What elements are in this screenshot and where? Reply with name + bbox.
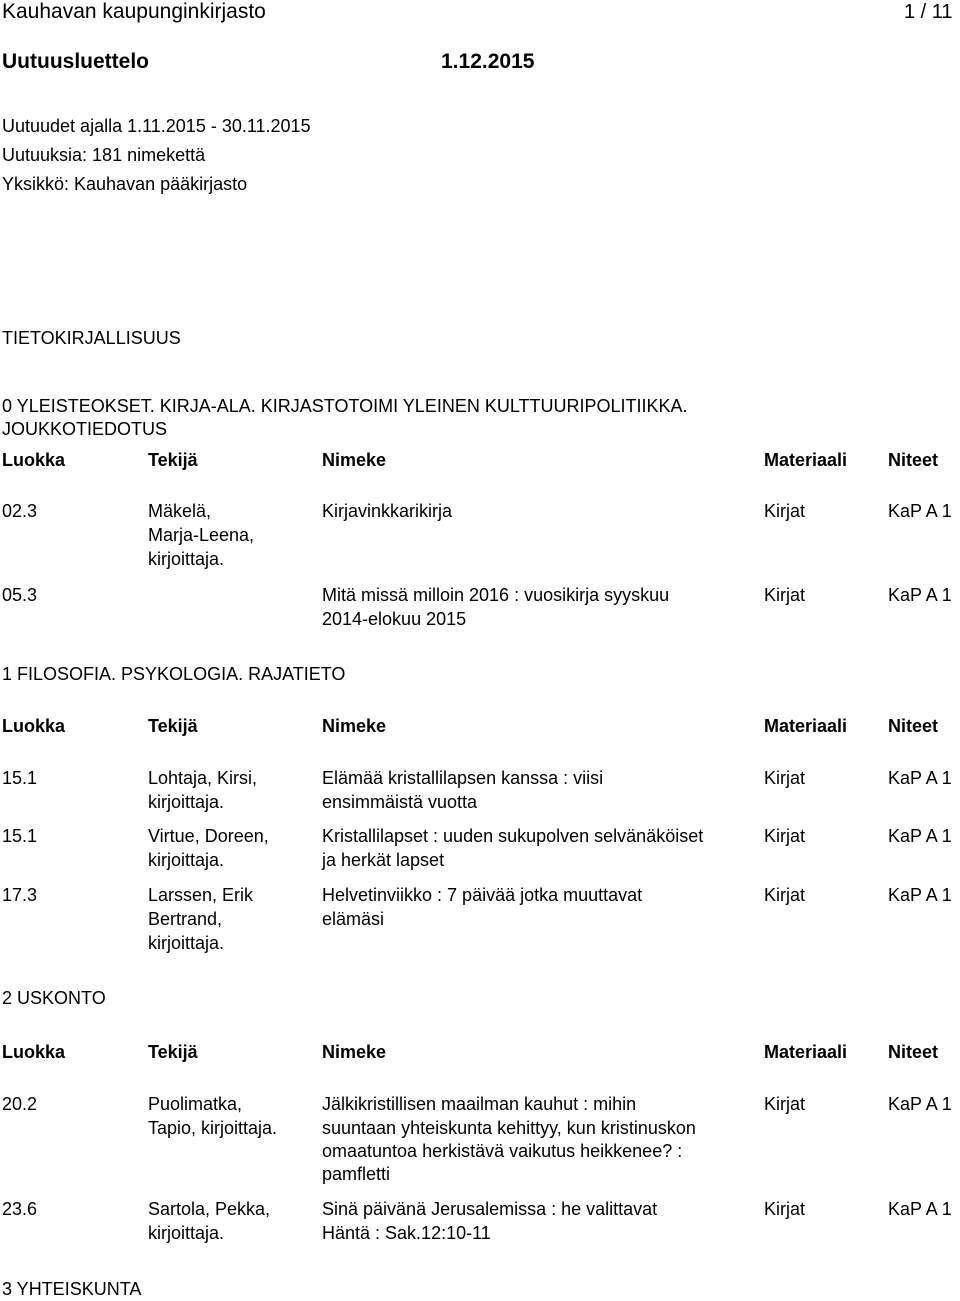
row-niteet: KaP A 1 xyxy=(888,768,952,788)
category-heading: TIETOKIRJALLISUUS xyxy=(2,328,181,348)
col-header-luokka: Luokka xyxy=(2,716,66,736)
row-tekija: kirjoittaja. xyxy=(148,850,225,870)
col-header-luokka: Luokka xyxy=(2,450,66,470)
row-tekija: Tapio, kirjoittaja. xyxy=(148,1118,278,1138)
row-nimeke: Elämää kristallilapsen kanssa : viisi xyxy=(322,768,604,788)
col-header-materiaali: Materiaali xyxy=(764,450,848,470)
row-niteet: KaP A 1 xyxy=(888,826,952,846)
section-title: 0 YLEISTEOKSET. KIRJA-ALA. KIRJASTOTOIMI YLEINEN KULTTUURIPOLITIIKKA. xyxy=(2,396,688,416)
col-header-tekija: Tekijä xyxy=(148,450,198,470)
row-materiaali: Kirjat xyxy=(764,768,806,788)
unit: Yksikkö: Kauhavan pääkirjasto xyxy=(2,174,248,194)
row-tekija: kirjoittaja. xyxy=(148,933,225,953)
col-header-tekija: Tekijä xyxy=(148,1042,198,1062)
row-materiaali: Kirjat xyxy=(764,585,806,605)
row-nimeke: elämäsi xyxy=(322,909,385,929)
row-nimeke: pamfletti xyxy=(322,1164,391,1184)
row-tekija: kirjoittaja. xyxy=(148,549,225,569)
list-date: 1.12.2015 xyxy=(441,50,535,73)
row-nimeke: Helvetinviikko : 7 päivää jotka muuttavat xyxy=(322,885,643,905)
row-niteet: KaP A 1 xyxy=(888,1199,952,1219)
col-header-nimeke: Nimeke xyxy=(322,450,387,470)
col-header-materiaali: Materiaali xyxy=(764,716,848,736)
row-niteet: KaP A 1 xyxy=(888,501,952,521)
row-nimeke: omaatuntoa herkistävä vaikutus heikkenee? : xyxy=(322,1141,683,1161)
row-nimeke: ja herkät lapset xyxy=(322,850,445,870)
row-materiaali: Kirjat xyxy=(764,501,806,521)
col-header-materiaali: Materiaali xyxy=(764,1042,848,1062)
row-niteet: KaP A 1 xyxy=(888,1094,952,1114)
row-tekija: Marja-Leena, xyxy=(148,525,255,545)
row-luokka: 15.1 xyxy=(2,826,38,846)
row-tekija: Sartola, Pekka, xyxy=(148,1199,271,1219)
date-range: Uutuudet ajalla 1.11.2015 - 30.11.2015 xyxy=(2,116,311,136)
col-header-luokka: Luokka xyxy=(2,1042,66,1062)
row-materiaali: Kirjat xyxy=(764,885,806,905)
row-nimeke: ensimmäistä vuotta xyxy=(322,792,478,812)
col-header-niteet: Niteet xyxy=(888,716,939,736)
row-nimeke: Jälkikristillisen maailman kauhut : mihin xyxy=(322,1094,637,1114)
row-tekija: kirjoittaja. xyxy=(148,1223,225,1243)
row-tekija: Larssen, Erik xyxy=(148,885,254,905)
row-luokka: 17.3 xyxy=(2,885,38,905)
row-luokka: 05.3 xyxy=(2,585,38,605)
row-materiaali: Kirjat xyxy=(764,1199,806,1219)
row-nimeke: Mitä missä milloin 2016 : vuosikirja syyskuu xyxy=(322,585,670,605)
row-nimeke: Häntä : Sak.12:10-11 xyxy=(322,1223,491,1243)
row-luokka: 23.6 xyxy=(2,1199,38,1219)
col-header-tekija: Tekijä xyxy=(148,716,198,736)
row-tekija: Bertrand, xyxy=(148,909,223,929)
row-tekija: Virtue, Doreen, xyxy=(148,826,269,846)
section-title: JOUKKOTIEDOTUS xyxy=(2,419,168,439)
row-luokka: 20.2 xyxy=(2,1094,38,1114)
col-header-niteet: Niteet xyxy=(888,1042,939,1062)
row-tekija: Lohtaja, Kirsi, xyxy=(148,768,258,788)
section-title: 3 YHTEISKUNTA xyxy=(2,1279,142,1299)
row-luokka: 02.3 xyxy=(2,501,38,521)
row-luokka: 15.1 xyxy=(2,768,38,788)
section-title: 2 USKONTO xyxy=(2,988,106,1008)
row-nimeke: Kirjavinkkarikirja xyxy=(322,501,453,521)
row-niteet: KaP A 1 xyxy=(888,585,952,605)
section-title: 1 FILOSOFIA. PSYKOLOGIA. RAJATIETO xyxy=(2,664,346,684)
row-nimeke: suuntaan yhteiskunta kehittyy, kun kristinuskon xyxy=(322,1118,696,1138)
row-tekija: Mäkelä, xyxy=(148,501,212,521)
row-materiaali: Kirjat xyxy=(764,1094,806,1114)
library-name: Kauhavan kaupunginkirjasto xyxy=(2,0,266,23)
col-header-nimeke: Nimeke xyxy=(322,716,387,736)
row-nimeke: Sinä päivänä Jerusalemissa : he valittavat xyxy=(322,1199,658,1219)
row-tekija: kirjoittaja. xyxy=(148,792,225,812)
new-count: Uutuuksia: 181 nimekettä xyxy=(2,145,206,165)
row-materiaali: Kirjat xyxy=(764,826,806,846)
row-nimeke: 2014-elokuu 2015 xyxy=(322,609,467,629)
row-nimeke: Kristallilapset : uuden sukupolven selvänäköiset xyxy=(322,826,704,846)
col-header-nimeke: Nimeke xyxy=(322,1042,387,1062)
list-title: Uutuusluettelo xyxy=(2,50,149,73)
row-niteet: KaP A 1 xyxy=(888,885,952,905)
row-tekija: Puolimatka, xyxy=(148,1094,243,1114)
page-number: 1 / 11 xyxy=(904,1,953,23)
col-header-niteet: Niteet xyxy=(888,450,939,470)
